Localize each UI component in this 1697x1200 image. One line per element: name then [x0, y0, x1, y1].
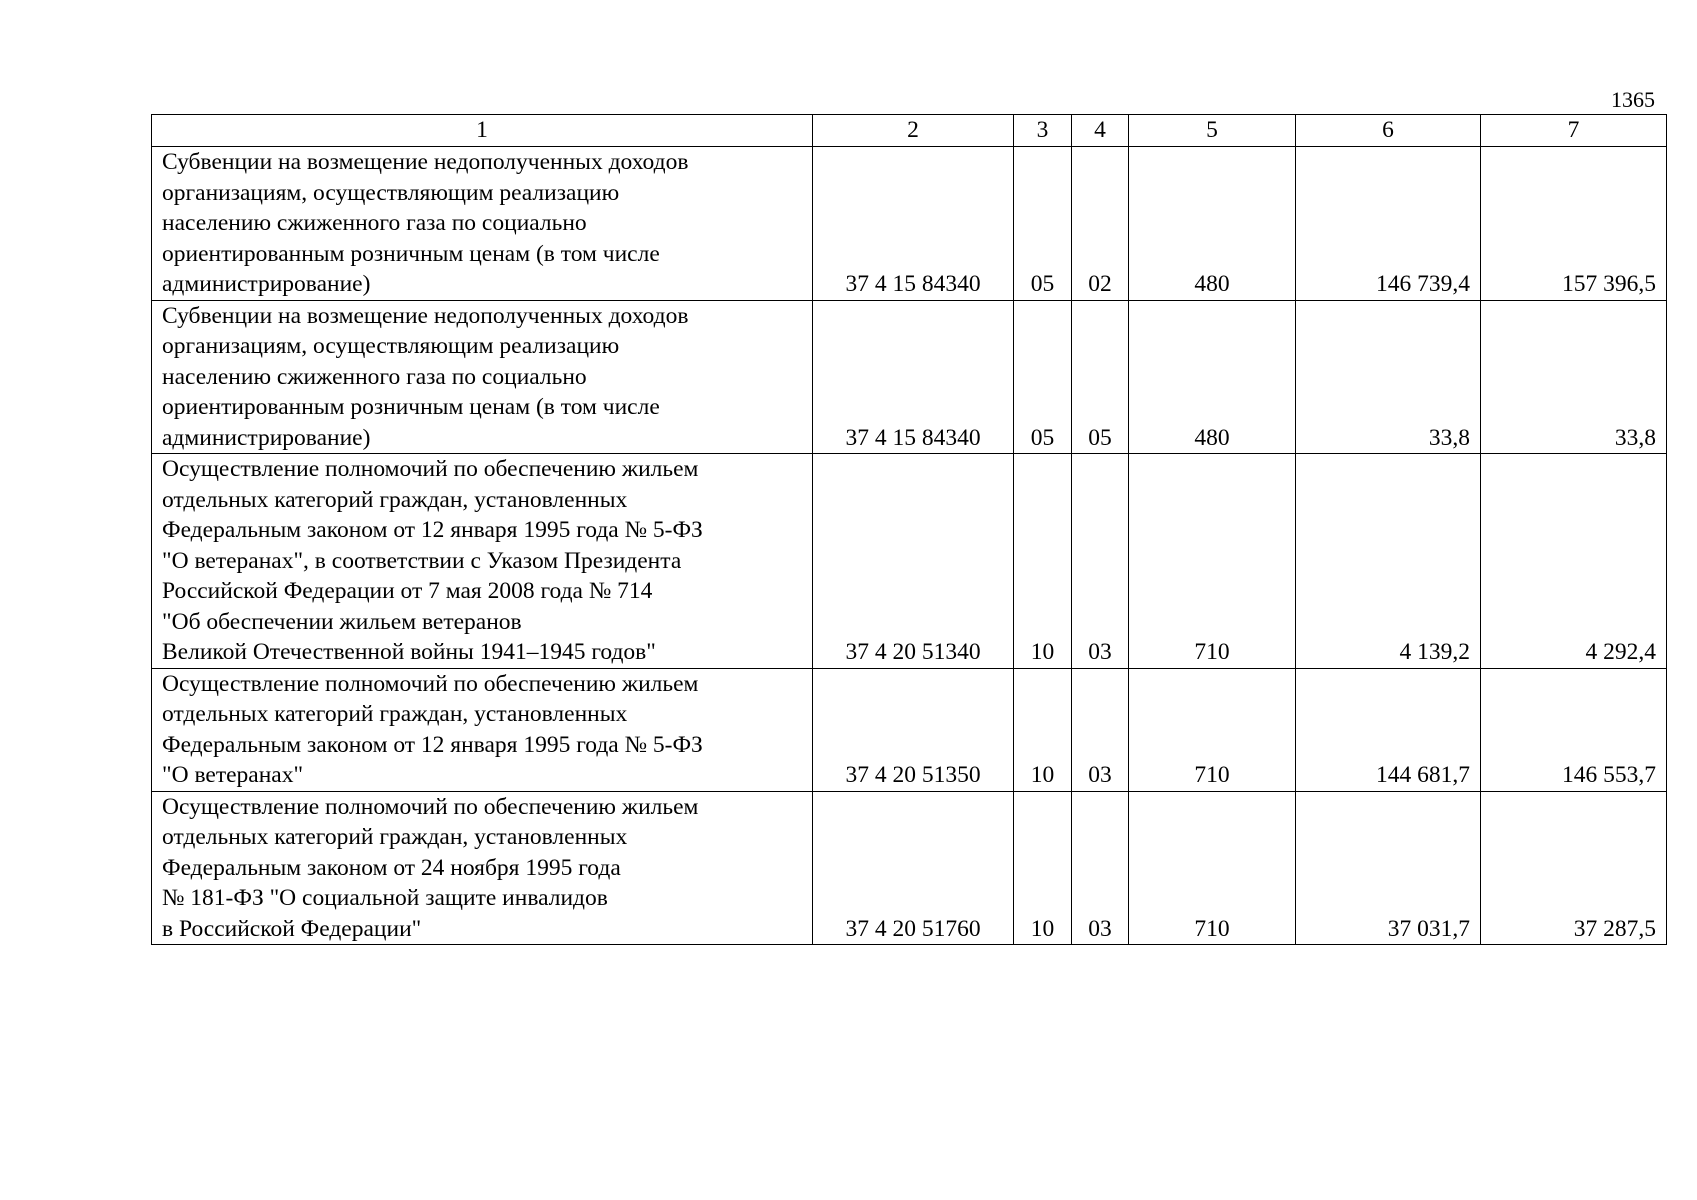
row-expense-type: 710 [1129, 454, 1296, 669]
column-header-6: 6 [1296, 115, 1481, 147]
column-header-2: 2 [813, 115, 1014, 147]
column-header-4: 4 [1072, 115, 1129, 147]
row-description: Осуществление полномочий по обеспечению жильем отдельных категорий граждан, установленных Федеральным законом от 24 ноября 1995 года № 181-ФЗ "О социальной защите инвалидов в Российской Федерации" [152, 791, 813, 945]
column-header-3: 3 [1014, 115, 1072, 147]
row-section: 10 [1014, 454, 1072, 669]
row-target-code: 37 4 15 84340 [813, 300, 1014, 454]
row-amount-col6: 33,8 [1296, 300, 1481, 454]
column-header-5: 5 [1129, 115, 1296, 147]
table-row [152, 791, 1667, 945]
row-subsection: 02 [1072, 147, 1129, 301]
table-header-row [152, 115, 1667, 147]
row-subsection: 03 [1072, 791, 1129, 945]
row-subsection: 03 [1072, 668, 1129, 791]
table-row [152, 454, 1667, 669]
row-expense-type: 480 [1129, 147, 1296, 301]
row-description: Осуществление полномочий по обеспечению жильем отдельных категорий граждан, установленных Федеральным законом от 12 января 1995 года № 5-ФЗ "О ветеранах" [152, 668, 813, 791]
row-section: 05 [1014, 300, 1072, 454]
row-amount-col6: 37 031,7 [1296, 791, 1481, 945]
row-expense-type: 710 [1129, 668, 1296, 791]
table-row [152, 300, 1667, 454]
row-description: Субвенции на возмещение недополученных доходов организациям, осуществляющим реализацию населению сжиженного газа по социально ориентированным розничным ценам (в том числе администрирование) [152, 300, 813, 454]
row-expense-type: 480 [1129, 300, 1296, 454]
row-amount-col7: 33,8 [1481, 300, 1667, 454]
column-header-7: 7 [1481, 115, 1667, 147]
row-description: Осуществление полномочий по обеспечению жильем отдельных категорий граждан, установленных Федеральным законом от 12 января 1995 года № 5-ФЗ "О ветеранах", в соответствии с Указом Президента Российской Федерации от 7 мая 2008 года № 714 "Об обеспечении жильем ветеранов Великой Отечественной войны 1941–1945 годов" [152, 454, 813, 669]
row-section: 10 [1014, 668, 1072, 791]
row-description: Субвенции на возмещение недополученных доходов организациям, осуществляющим реализацию населению сжиженного газа по социально ориентированным розничным ценам (в том числе администрирование) [152, 147, 813, 301]
row-subsection: 03 [1072, 454, 1129, 669]
row-amount-col6: 4 139,2 [1296, 454, 1481, 669]
row-expense-type: 710 [1129, 791, 1296, 945]
budget-table [151, 114, 1667, 945]
row-target-code: 37 4 20 51350 [813, 668, 1014, 791]
row-section: 05 [1014, 147, 1072, 301]
page-number: 1365 [1611, 87, 1655, 112]
row-subsection: 05 [1072, 300, 1129, 454]
row-amount-col6: 146 739,4 [1296, 147, 1481, 301]
row-amount-col6: 144 681,7 [1296, 668, 1481, 791]
row-target-code: 37 4 15 84340 [813, 147, 1014, 301]
column-header-1: 1 [152, 115, 813, 147]
row-target-code: 37 4 20 51760 [813, 791, 1014, 945]
row-amount-col7: 4 292,4 [1481, 454, 1667, 669]
row-amount-col7: 146 553,7 [1481, 668, 1667, 791]
row-amount-col7: 157 396,5 [1481, 147, 1667, 301]
table-row [152, 147, 1667, 301]
table-row [152, 668, 1667, 791]
row-target-code: 37 4 20 51340 [813, 454, 1014, 669]
row-amount-col7: 37 287,5 [1481, 791, 1667, 945]
row-section: 10 [1014, 791, 1072, 945]
